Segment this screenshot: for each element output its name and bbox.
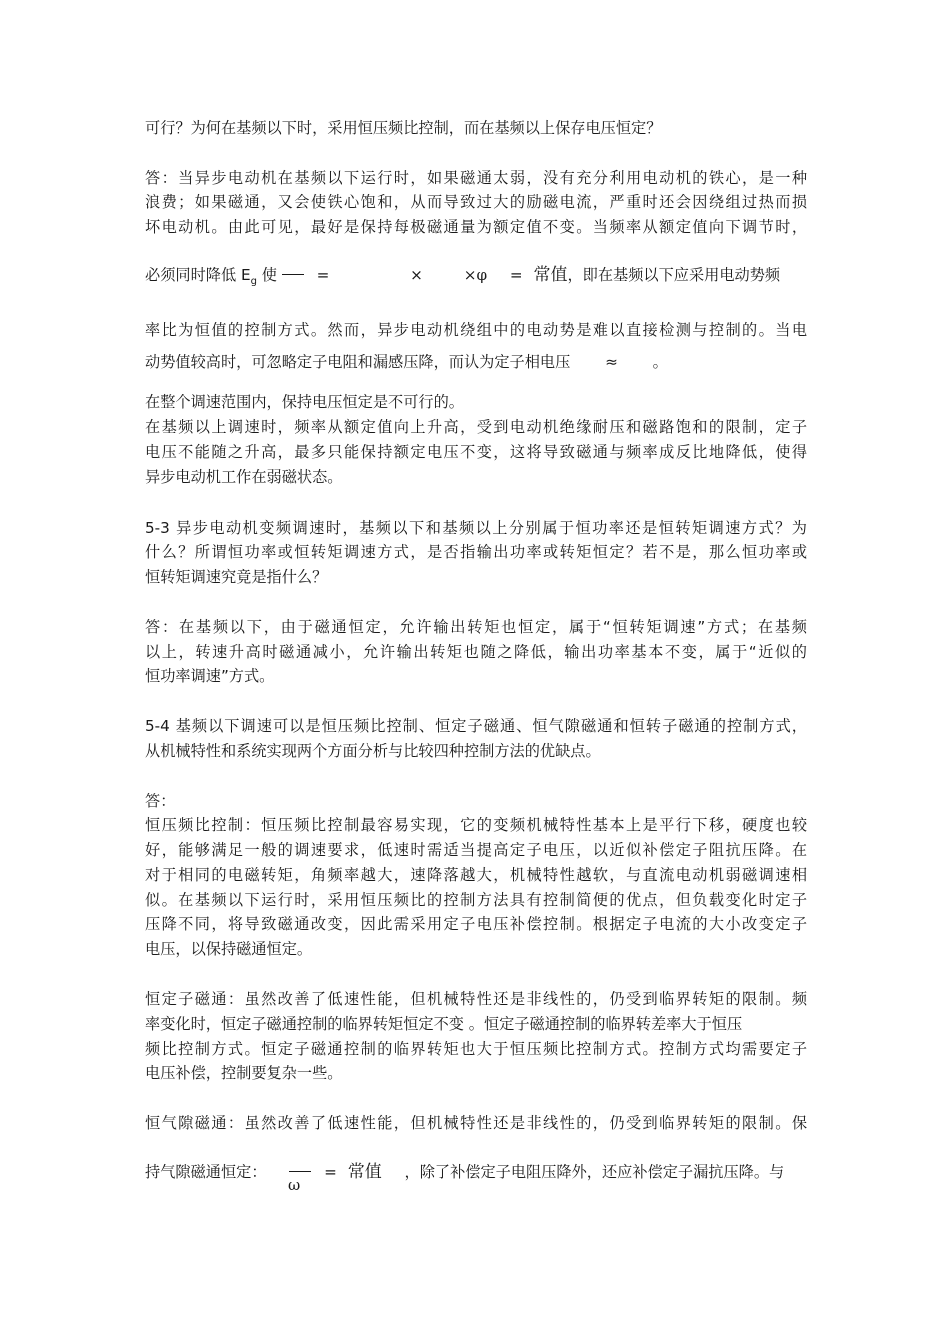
text-line: 浪费；如果磁通，又会使铁心饱和，从而导致过大的励磁电流，严重时还会因绕组过热而损 bbox=[145, 193, 807, 211]
formula-end: 。 bbox=[652, 353, 668, 371]
text-line: 电压不能随之升高，最多只能保持额定电压不变，这将导致磁通与频率成反比地降低，使得 bbox=[145, 443, 807, 461]
formula-prefix: 必须同时降低 E bbox=[145, 266, 251, 284]
text-line: 率比为恒值的控制方式。然而，异步电动机绕组中的电动势是难以直接检测与控制的。当电 bbox=[145, 321, 807, 339]
text-line: 5-3 异步电动机变频调速时，基频以下和基频以上分别属于恒功率还是恒转矩调速方式？为 bbox=[145, 519, 807, 537]
text-line: 可行？为何在基频以下时，采用恒压频比控制，而在基频以上保存电压恒定？ bbox=[145, 119, 662, 137]
formula-times: × bbox=[410, 266, 423, 284]
formula-constant: 常值 bbox=[347, 1162, 382, 1182]
text-line: 率变化时，恒定子磁通控制的临界转矩恒定不变 。恒定子磁通控制的临界转差率大于恒压 bbox=[145, 1015, 743, 1033]
text-line: 电压补偿，控制要复杂一些。 bbox=[145, 1064, 343, 1082]
formula-suffix: ，除了补偿定子电阻压降外，还应补偿定子漏抗压降。与 bbox=[404, 1163, 785, 1181]
text-line: 什么？所谓恒功率或恒转矩调速方式，是否指输出功率或转矩恒定？若不是，那么恒功率或 bbox=[145, 543, 807, 561]
formula-constant: 常值 bbox=[533, 265, 568, 285]
formula-equals: = bbox=[316, 266, 330, 284]
formula-approx: ≈ bbox=[605, 353, 618, 371]
formula-prefix: 持气隙磁通恒定： bbox=[145, 1163, 267, 1181]
text-line: 压降不同，将导致磁通改变，因此需采用定子电压补偿控制。根据定子电流的大小改变定子 bbox=[145, 915, 807, 933]
text-line: 对于相同的电磁转矩，角频率越大，速降落越大，机械特性越软，与直流电动机弱磁调速相 bbox=[145, 866, 807, 884]
formula-use: 使 bbox=[256, 266, 277, 284]
text-line: 在整个调速范围内，保持电压恒定是不可行的。 bbox=[145, 393, 464, 411]
text-line: 好，能够满足一般的调速要求，低速时需适当提高定子电压，以近似补偿定子阻抗压降。在 bbox=[145, 841, 807, 859]
text-line: 恒转矩调速究竟是指什么？ bbox=[145, 568, 328, 586]
formula-times-phi: ×φ bbox=[463, 266, 488, 284]
omega-denominator: ω bbox=[288, 1176, 301, 1194]
formula-line-2 bbox=[145, 350, 668, 374]
formula-prefix: 动势值较高时，可忽略定子电阻和漏感压降，而认为定子相电压 bbox=[145, 353, 571, 371]
formula-equals-2: = bbox=[509, 266, 523, 284]
text-line: 恒功率调速”方式。 bbox=[145, 667, 275, 685]
formula-suffix: ，即在基频以下应采用电动势频 bbox=[567, 266, 781, 284]
text-line: 5-4 基频以下调速可以是恒压频比控制、恒定子磁通、恒气隙磁通和恒转子磁通的控制方式， bbox=[145, 717, 807, 735]
text-line: 以上，转速升高时磁通减小，允许输出转矩也随之降低，输出功率基本不变，属于“近似的 bbox=[145, 643, 807, 661]
text-line: 恒定子磁通：虽然改善了低速性能，但机械特性还是非线性的，仍受到临界转矩的限制。频 bbox=[145, 990, 807, 1008]
text-line: 坏电动机。由此可见，最好是保持每极磁通量为额定值不变。当频率从额定值向下调节时， bbox=[145, 218, 807, 236]
text-line: 在基频以上调速时，频率从额定值向上升高，受到电动机绝缘耐压和磁路饱和的限制，定子 bbox=[145, 418, 807, 436]
formula-subscript: g bbox=[250, 276, 257, 287]
fraction-bar bbox=[289, 1171, 311, 1172]
fraction-bar bbox=[282, 274, 304, 275]
text-line: 恒压频比控制：恒压频比控制最容易实现，它的变频机械特性基本上是平行下移，硬度也较 bbox=[145, 816, 807, 834]
text-line: 答：当异步电动机在基频以下运行时，如果磁通太弱，没有充分利用电动机的铁心，是一种 bbox=[145, 169, 807, 187]
text-line: 恒气隙磁通：虽然改善了低速性能，但机械特性还是非线性的，仍受到临界转矩的限制。保 bbox=[145, 1114, 807, 1132]
text-line: 频比控制方式。恒定子磁通控制的临界转矩也大于恒压频比控制方式。控制方式均需要定子 bbox=[145, 1040, 807, 1058]
formula-line-3 bbox=[145, 1160, 784, 1184]
text-line: 似。在基频以下运行时，采用恒压频比的控制方法具有控制简便的优点，但负载变化时定子 bbox=[145, 891, 807, 909]
text-line: 答： bbox=[145, 792, 176, 810]
text-line: 电压，以保持磁通恒定。 bbox=[145, 940, 313, 958]
formula-equals: = bbox=[324, 1163, 337, 1181]
text-line: 从机械特性和系统实现两个方面分析与比较四种控制方法的优缺点。 bbox=[145, 742, 601, 760]
text-line: 答：在基频以下，由于磁通恒定，允许输出转矩也恒定，属于“恒转矩调速”方式；在基频 bbox=[145, 618, 807, 636]
formula-line-1 bbox=[145, 263, 807, 294]
text-line: 异步电动机工作在弱磁状态。 bbox=[145, 468, 343, 486]
